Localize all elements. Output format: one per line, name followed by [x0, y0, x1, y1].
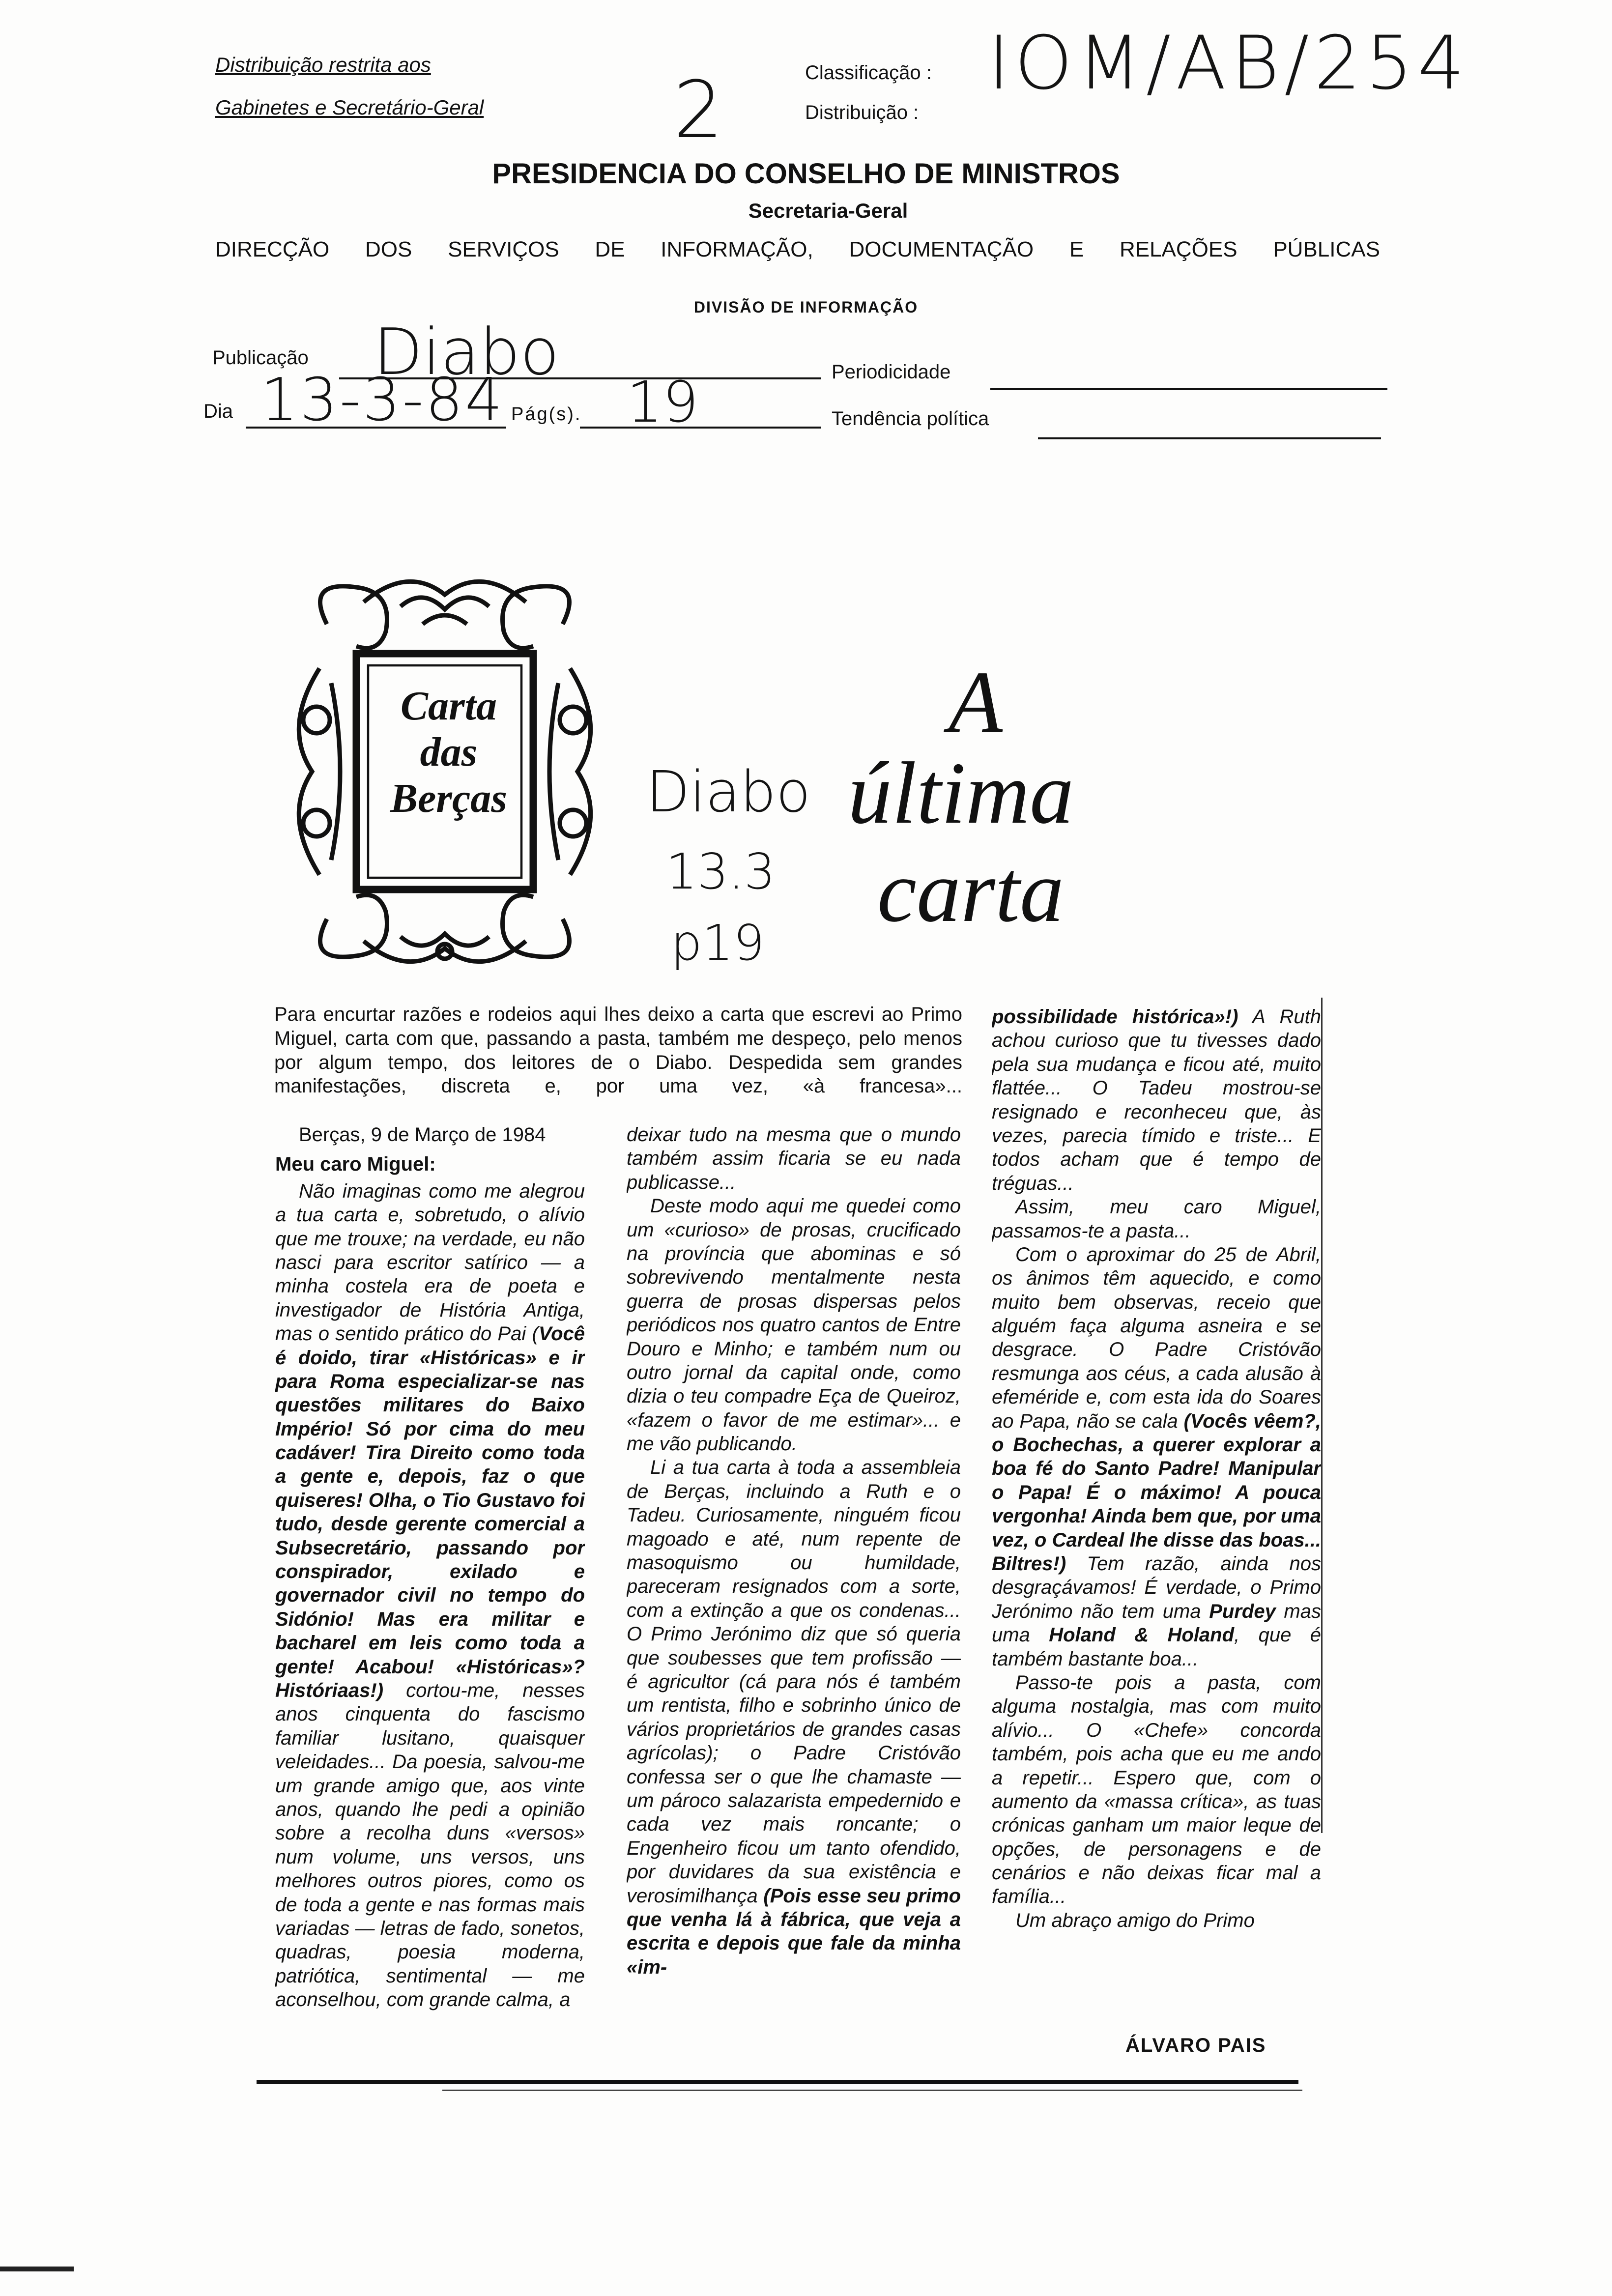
quoted-passage: Você é doido, tirar «Históricas» e ir para Roma especializar-se nas questões militares do Baixo Império! Só por cima do meu cadáver! Tira Direito como toda a gente e, depois, faz o que quiseres! Olha, o Tio Gustavo foi tudo, desde gerente comercial a Subsecretário, passando por conspirador, exilado e governador civil no tempo do Sidónio! Mas era militar e bacharel em leis como toda a gente! Acabou! «Históricas»? Históriaas!) [275, 1323, 585, 1701]
day-label: Dia [203, 401, 233, 422]
column-name [353, 683, 545, 822]
publication-label: Publicação [212, 347, 309, 369]
margin-bracket-line [1321, 998, 1323, 1833]
article-paragraph [275, 1179, 585, 2012]
directorate-word: DOCUMENTAÇÃO [849, 237, 1034, 261]
paragraph-text: cortou-me, nesses anos cinquenta do fascismo familiar lusitano, quaisquer veleidades... Da poesia, salvou-me um grande amigo que, aos vinte anos, quando lhe pedi a opinião sobre a recolha duns «versos» num volume, uns versos, uns melhores outros piores, como os de toda a gente e nas formas mais variadas — letras de fado, sonetos, quadras, poesia moderna, patriótica, sentimental — me aconselhou, com grande calma, a [275, 1679, 585, 2011]
brand-name: Holand & Holand [1049, 1624, 1235, 1646]
directorate-word: DIRECÇÃO [215, 237, 330, 261]
handwritten-copy-number: 2 [673, 64, 723, 156]
bottom-rule-thin [442, 2090, 1302, 2091]
handwritten-reference: IOM/AB/254 [988, 21, 1469, 106]
periodicity-field-line [990, 388, 1387, 390]
handwritten-annotation: p19 [671, 914, 765, 972]
distribution-label: Distribuição : [805, 102, 919, 123]
article-lede: Para encurtar razões e rodeios aqui lhes deixo a carta que escrevi ao Primo Miguel, carta com que, passando a pasta, também me despeço, pelo menos por algum tempo, dos leitores de o Diabo. Despedida sem grandes manifestações, discreta e, por uma vez, «à francesa»... [274, 1004, 962, 1097]
pages-field-line [580, 427, 821, 429]
directorate-word: DOS [365, 237, 412, 261]
paragraph-text: mas uma [992, 1600, 1321, 1646]
political-tendency-label: Tendência política [832, 408, 989, 430]
salutation: Meu caro Miguel: [275, 1153, 436, 1176]
quoted-passage: possibilidade histórica»!) [992, 1006, 1238, 1028]
secretariat-title: Secretaria-Geral [748, 199, 908, 222]
classification-label: Classificação : [805, 62, 932, 84]
headline-line: A [949, 653, 1003, 751]
bottom-rule [257, 2080, 1298, 2084]
article-column-1 [275, 1123, 585, 2052]
headline-line: carta [877, 842, 1064, 940]
article-column-3 [992, 1005, 1321, 1998]
paragraph-text: Com o aproximar do 25 de Abril, os ânimos têm aquecido, e como muito bem observas, receio que alguém faça alguma asneira e se desgrace. O Padre Cristóvão resmunga aos céus, a cada alusão à efeméride e, com esta ida do Soares ao Papa, não se cala [992, 1243, 1321, 1432]
periodicity-label: Periodicidade [832, 361, 951, 383]
author-signature: ÁLVARO PAIS [1125, 2035, 1267, 2056]
column-name-line: das [420, 729, 478, 775]
brand-name: Purdey [1209, 1600, 1276, 1622]
directorate-title [215, 237, 1380, 262]
article-paragraph: Assim, meu caro Miguel, passamos-te a pasta... [992, 1196, 1321, 1242]
article-paragraph [627, 1456, 961, 1979]
paragraph-text: A Ruth achou curioso que tu tivesses dado pela sua mudança e ficou até, muito flattée... O Tadeu mostrou-se resignado e reconheceu que, às vezes, parecia tímido e triste... E todos acham que é tempo de tréguas... [992, 1006, 1321, 1194]
column-name-line: Carta [400, 683, 497, 729]
day-value: 13-3-84 [260, 366, 505, 434]
article-paragraph: deixar tudo na mesma que o mundo também assim ficaria se eu nada publicasse... [627, 1124, 961, 1193]
institution-title: PRESIDENCIA DO CONSELHO DE MINISTROS [492, 158, 1120, 190]
division-title: DIVISÃO DE INFORMAÇÃO [693, 298, 919, 316]
column-name-line: Berças [390, 775, 507, 822]
quoted-passage: (Pois esse seu primo que venha lá à fábrica, que veja a escrita e depois que fale da minha «im- [627, 1885, 961, 1978]
publication-value: Diabo [374, 315, 559, 389]
paragraph-text: , que é também bastante boa... [992, 1624, 1321, 1670]
directorate-word: SERVIÇOS [448, 237, 559, 261]
article-paragraph: Passo-te pois a pasta, com alguma nostalgia, mas com muito alívio... O «Chefe» concorda também, pois acha que eu me ando a repetir... Espero que, com o aumento da «massa crítica», as tuas crónicas ganham um maior leque de opções, de personagens e de cenários e não deixas ficar mal a família... [992, 1671, 1321, 1908]
signoff: Um abraço amigo do Primo [1015, 1909, 1255, 1931]
directorate-word: E [1069, 237, 1084, 261]
handwritten-annotation: 13.3 [666, 843, 776, 900]
directorate-word: PÚBLICAS [1273, 237, 1380, 261]
political-tendency-field-line [1038, 437, 1381, 439]
pages-value: 19 [627, 370, 699, 435]
paragraph-text: Tem razão, ainda nos desgraçávamos! É verdade, o Primo Jerónimo não tem uma [992, 1552, 1321, 1622]
article-paragraph [992, 1243, 1321, 1671]
paragraph-text: Li a tua carta à toda a assembleia de Berças, incluindo a Ruth e o Tadeu. Curiosamente, ninguém ficou magoado e até, num repente de masoquismo ou humildade, pareceram resignados com a sorte, com a extinção a que os condenas... O Primo Jerónimo diz que só queria que soubesses que tem profissão — é agricultor (cá para nós é também um rentista, filho e sobrinho único de vários proprietários de grandes casas agrícolas); o Padre Cristóvão confessa ser o que lhe chamaste — um pároco salazarista empedernido e cada vez mais roncante; o Engenheiro ficou um tanto ofendido, por duvidares da sua existência e verosimilhança [627, 1457, 961, 1907]
headline-line: última [848, 744, 1074, 842]
dateline: Berças, 9 de Março de 1984 [299, 1124, 546, 1146]
directorate-word: INFORMAÇÃO, [661, 237, 813, 261]
quoted-passage: (Vocês vêem?, o Bochechas, a querer explorar a boa fé do Santo Padre! Manipular o Papa! É o máximo! A pouca vergonha! Ainda bem que, por uma vez, o Cardeal lhe disse das boas... Biltres!) [992, 1410, 1321, 1575]
article-paragraph: Deste modo aqui me quedei como um «curioso» de prosas, crucificado na província que abominas e só sobrevivendo mentalmente nesta guerra de prosas dispersas pelos periódicos nos quatro cantos de Entre Douro e Minho; e também num ou outro jornal da capital onde, como dizia o teu compadre Eça de Queiroz, «fazem o favor de me estimar»... e me vão publicando. [627, 1195, 961, 1455]
article-paragraph [992, 1005, 1321, 1195]
article-column-2 [627, 1123, 961, 2052]
directorate-word: DE [595, 237, 625, 261]
handwritten-annotation: Diabo [646, 759, 811, 825]
directorate-word: RELAÇÕES [1119, 237, 1238, 261]
distribution-note-line1: Distribuição restrita aos [215, 53, 431, 76]
paragraph-text: Não imaginas como me alegrou a tua carta e, sobretudo, o alívio que me trouxe; na verdade, eu não nasci para escritor satírico — a minha costela era de poeta e investigador de História Antiga, mas o sentido prático do Pai ( [275, 1180, 585, 1345]
pages-label: Pág(s). [511, 404, 582, 425]
distribution-note-line2: Gabinetes e Secretário-Geral [215, 96, 484, 119]
scan-margin-mark [0, 2267, 74, 2271]
